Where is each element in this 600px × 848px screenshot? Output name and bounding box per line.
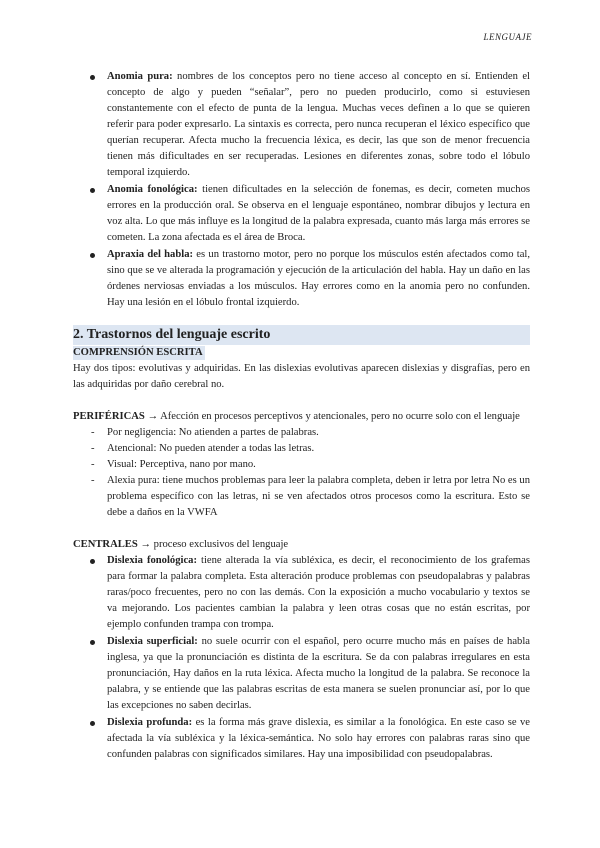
page-content <box>73 69 530 764</box>
term: Anomia fonológica: <box>107 184 198 195</box>
definition: nombres de los conceptos pero no tiene acceso al concepto en sí. Entienden el concepto de algo y pueden “señalar”, pero no pueden producirlo, como si estuviesen constantemente con el efecto de punta de la lengua. Muchas veces definen a lo que se quieren referir para poder expresarlo. La sintaxis es correcta, pero nunca recuperan el léxico específico que querían recuperar. Afecta mucho la frecuencia léxica, es decir, las que son de menor frecuencia tienen más dificultades en ser recuperadas. Lesiones en diferentes zonas, sobre todo el lóbulo temporal izquierdo. <box>107 71 530 178</box>
list-item: - Atencional: No pueden atender a todas las letras. <box>73 441 530 457</box>
list-item <box>73 247 530 311</box>
centrales-heading <box>73 537 530 553</box>
perifericas-description: → Afección en procesos perceptivos y atencionales, pero no ocurre solo con el lenguaje <box>144 411 520 422</box>
definition: no suele ocurrir con el español, pero ocurre mucho más en países de habla inglesa, ya que la pronunciación es distinta de la escritura. Se da con palabras irregulares en esta pronunciación, Hay daños en la ruta léxica. Afecta mucho la longitud de la palabra. Se reconoce la palabra, y se entiende que las palabras escritas de esta manera se suelen pronunciar así, por lo que las excepciones no saben decirlas. <box>107 636 530 711</box>
centrales-label: CENTRALES <box>73 539 138 550</box>
term: Apraxia del habla: <box>107 249 194 260</box>
term: Anomia pura: <box>107 71 173 82</box>
list-item: - Visual: Perceptiva, nano por mano. <box>73 457 530 473</box>
perifericas-label: PERIFÉRICAS <box>73 411 145 422</box>
list-item <box>73 634 530 714</box>
list-item <box>73 715 530 763</box>
term: Dislexia fonológica: <box>107 555 197 566</box>
definition: es la forma más grave dislexia, es similar a la fonológica. En este caso se ve afectada la vía subléxica y la léxica-semántica. No solo hay errores con palabras raras sino que confunden palabras con significados similares. Hay una imposibilidad con pseudopalabras. <box>107 717 531 760</box>
term: Dislexia superficial: <box>107 636 198 647</box>
list-item <box>73 182 530 246</box>
term: Dislexia profunda: <box>107 717 193 728</box>
perifericas-list <box>73 425 530 521</box>
perifericas-heading <box>73 409 530 425</box>
list-item: - Alexia pura: tiene muchos problemas para leer la palabra completa, deben ir letra por letra No es un problema específico con las letras, ni se ven afectados otros procesos como la escritura. Esto se debe a daños en la VWFA <box>73 473 530 521</box>
centrales-list <box>73 553 530 763</box>
subsection-title: COMPRENSIÓN ESCRITA <box>73 347 203 358</box>
intro-paragraph: Hay dos tipos: evolutivas y adquiridas. En las dislexias evolutivas aparecen dislexias y disgrafías, pero en las adquiridas por daño cerebral no. <box>73 363 530 390</box>
definition: es un trastorno motor, pero no porque los músculos estén afectados como tal, sino que se ve alterada la programación y ejecución de la articulación del habla. Hay un daño en las órdenes nerviosas enviadas a los músculos. Hay errores como en la anomia pero no confunden. Hay una lesión en el lóbulo frontal izquierdo. <box>107 249 530 308</box>
running-header: LENGUAJE <box>483 32 532 42</box>
list-item: - Por negligencia: No atienden a partes de palabras. <box>73 425 530 441</box>
anomia-list <box>73 69 530 311</box>
centrales-description: → proceso exclusivos del lenguaje <box>137 539 289 550</box>
list-item <box>73 553 530 633</box>
list-item <box>73 69 530 181</box>
section-title: 2. Trastornos del lenguaje escrito <box>73 325 530 345</box>
definition: tienen dificultades en la selección de fonemas, es decir, cometen muchos errores en la producción oral. Se observa en el lenguaje espontáneo, nombrar dibujos y lectura en voz alta. Lo que más influye es la longitud de la palabra expresada, cuanto más larga más errores se cometen. La zona afectada es el área de Broca. <box>107 184 531 243</box>
definition: tiene alterada la vía subléxica, es decir, el reconocimiento de los grafemas para formar la palabra completa. Esta alteración produce problemas con pseudopalabras y palabras raras/poco frecuentes, pero no con las demás. Con la exposición a mucho vocabulario y textos se va mejorando. Los pacientes cambian la palabra y leen otras cosas que no están escritas, por ejemplo confunden trampa con trompa. <box>107 555 530 630</box>
